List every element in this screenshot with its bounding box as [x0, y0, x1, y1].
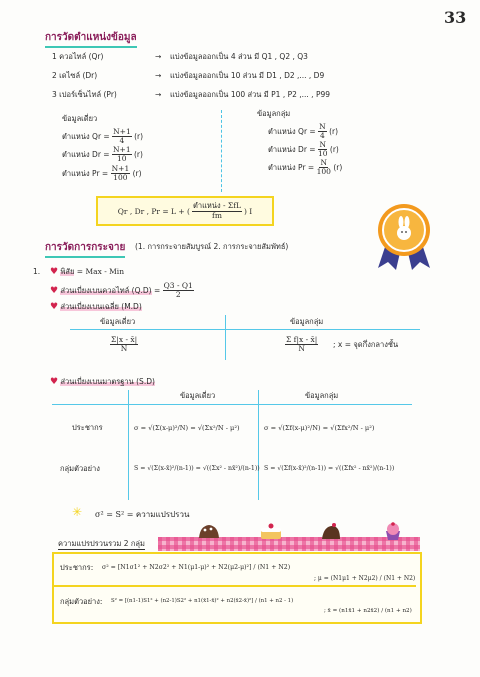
chocolate-icon: [318, 521, 344, 541]
grouped-d: ตำแหน่ง Dr = $\frac{N}{10}$ (r): [268, 140, 339, 159]
arrow-icon: →: [155, 71, 162, 80]
item-number: 1.: [33, 267, 41, 276]
divider: [221, 110, 222, 192]
md-table-divider: [225, 315, 226, 360]
star-icon: ✳: [72, 505, 83, 519]
heart-icon: ♥: [50, 302, 59, 312]
md-note: ; x = จุดกึ่งกลางชั้น: [333, 340, 399, 349]
combined-divider: [54, 585, 416, 587]
sd-table-divider-2: [258, 390, 259, 500]
sd-table-line: [52, 404, 412, 405]
combined-pop-formula: σ² = [N1σ1² + N2σ2² + N1(μ1-μ)² + N2(μ2-μ)²] / (N1 + N2): [102, 564, 291, 571]
combined-smp-formula: S² = [(n1-1)S1² + (n2-1)S2² + n1(x̄1-x̄)² + n2(x̄2-x̄)²] / (n1 + n2 - 1): [111, 598, 294, 604]
md-grouped-formula: $\frac{\text{Σ f|x - x̄|}}{N}$: [286, 334, 318, 353]
combined-smp-mean: ; x̄ = (n1x̄1 + n2x̄2) / (n1 + n2): [324, 608, 412, 614]
md-ungrouped-label: ข้อมูลเดี่ยว: [100, 317, 136, 326]
sd-pop-ungrouped: σ = √(Σ(x-μ)²/N) = √(Σx²/N - μ²): [134, 424, 240, 432]
section1-title: การวัดตำแหน่งข้อมูล: [45, 30, 137, 48]
section2-title: การวัดการกระจาย: [45, 240, 125, 258]
ungrouped-d: ตำแหน่ง Dr = $\frac{N+1}{10}$ (r): [62, 145, 143, 164]
combined-smp-label: กลุ่มตัวอย่าง:: [60, 597, 103, 606]
ungrouped-label: ข้อมูลเดี่ยว: [62, 114, 98, 123]
list-item: 2 เดไซล์ (Dr): [52, 71, 98, 80]
range-line: ♥ พิสัย = Max - Min: [50, 267, 125, 277]
ungrouped-p: ตำแหน่ง Pr = $\frac{N+1}{100}$ (r): [62, 164, 142, 183]
combined-pop-mean: ; μ = (N1μ1 + N2μ2) / (N1 + N2): [314, 575, 416, 582]
list-item-desc: แบ่งข้อมูลออกเป็น 100 ส่วน มี P1 , P2 ,... , P99: [170, 90, 331, 99]
sd-table-divider-1: [128, 390, 129, 500]
sd-line: ♥ ส่วนเบี่ยงเบนมาตรฐาน (S.D): [50, 377, 155, 387]
list-item: 1 ควอไทล์ (Qr): [52, 52, 104, 61]
interpolation-formula: Qr , Dr , Pr = L + ( $\frac{\text{ตำแหน่ง - ΣfL}}{fm}$ ) I: [96, 196, 274, 226]
heart-icon: ♥: [50, 377, 59, 387]
sd-row-sample: กลุ่มตัวอย่าง: [60, 464, 100, 473]
sd-col1-header: ข้อมูลเดี่ยว: [180, 391, 216, 400]
md-grouped-label: ข้อมูลกลุ่ม: [290, 317, 324, 326]
dessert-icon: [258, 522, 284, 542]
sd-pop-grouped: σ = √(Σf(x-μ)²/N) = √(Σfx²/N - μ²): [264, 424, 375, 432]
cake-icon: [196, 520, 222, 540]
page-number: 33: [444, 8, 467, 27]
cupcake-icon: [382, 521, 404, 541]
rabbit-badge-icon: [374, 200, 434, 272]
arrow-icon: →: [155, 90, 162, 99]
sd-row-population: ประชากร: [72, 423, 103, 432]
sd-col2-header: ข้อมูลกลุ่ม: [305, 391, 339, 400]
heart-icon: ♥: [50, 267, 59, 277]
combined-pop-label: ประชากร:: [60, 563, 94, 572]
list-item: 3 เปอร์เซ็นไทล์ (Pr): [52, 90, 117, 99]
list-item-desc: แบ่งข้อมูลออกเป็น 4 ส่วน มี Q1 , Q2 , Q3: [170, 52, 308, 61]
heart-icon: ♥: [50, 285, 59, 296]
sd-smp-grouped: S = √(Σf(x-x̄)²/(n-1)) = √((Σfx² - nx̄²)/(n-1)): [264, 465, 395, 472]
variance-line: σ² = S² = ความแปรปรวน: [95, 510, 190, 519]
list-item-desc: แบ่งข้อมูลออกเป็น 10 ส่วน มี D1 , D2 ,... , D9: [170, 71, 325, 80]
md-line: ♥ ส่วนเบี่ยงเบนเฉลี่ย (M.D): [50, 302, 142, 312]
sd-smp-ungrouped: S = √(Σ(x-x̄)²/(n-1)) = √((Σx² - nx̄²)/(n-1)): [134, 465, 260, 472]
md-table-line: [70, 329, 420, 330]
ungrouped-q: ตำแหน่ง Qr = $\frac{N+1}{4}$ (r): [62, 127, 144, 146]
grouped-q: ตำแหน่ง Qr = $\frac{N}{4}$ (r): [268, 122, 338, 141]
md-ungrouped-formula: $\frac{\Sigma|x - x̄|}{N}$: [111, 334, 138, 353]
section2-subtitle: (1. การกระจายสัมบูรณ์ 2. การกระจายสัมพัทธ์): [135, 242, 289, 251]
arrow-icon: →: [155, 52, 162, 61]
grouped-p: ตำแหน่ง Pr = $\frac{N}{100}$ (r): [268, 158, 343, 177]
combined-variance-label: ความแปรปรวนรวม 2 กลุ่ม: [58, 539, 145, 548]
grouped-label: ข้อมูลกลุ่ม: [257, 109, 291, 118]
qd-line: ♥ ส่วนเบี่ยงเบนควอไทล์ (Q.D) = $\frac{Q3 - Q1}{2}$: [50, 281, 193, 300]
